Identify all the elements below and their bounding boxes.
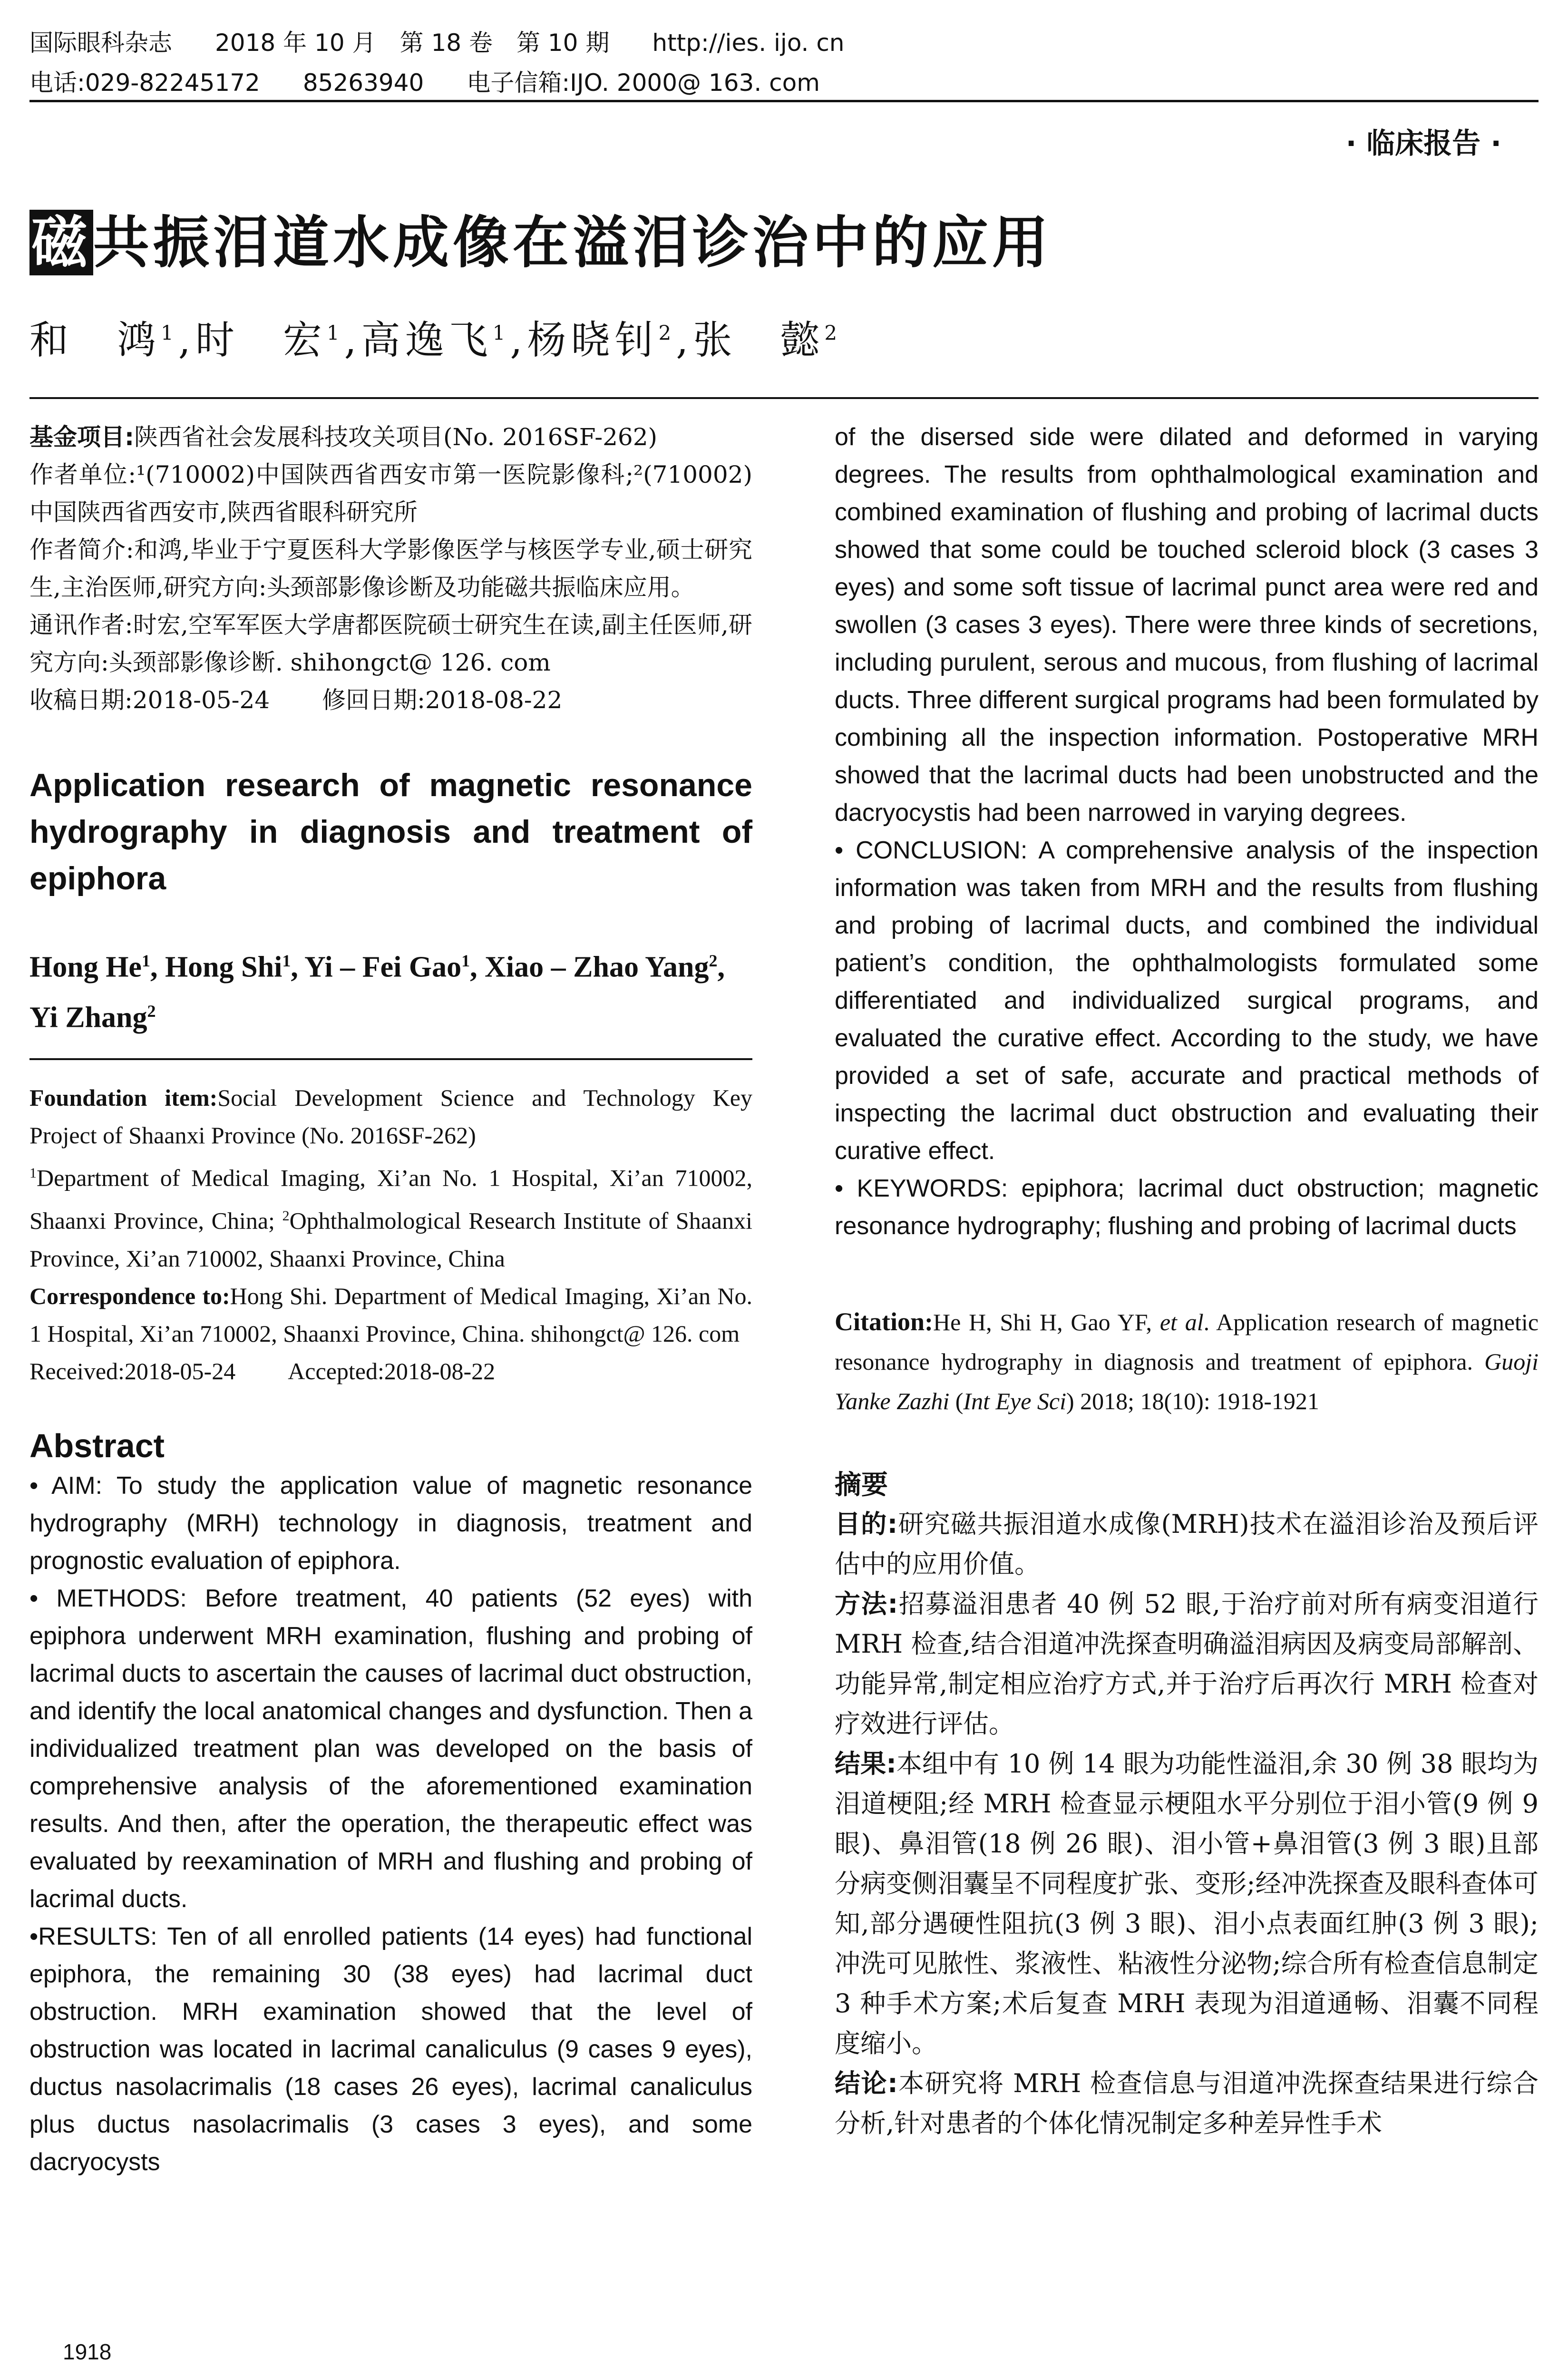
abstract-conclusion: • CONCLUSION: A comprehensive analysis of the inspection information was taken from MRH and the results from flushing and probing of lacrimal ducts, and combined the individual patient’s condition, the ophthalmologists formulated some differentiated and individualized surgical programs, and evaluated the curative effect. According to the study, we have provided a set of safe, accurate and practical methods of inspecting the lacrimal duct obstruction and evaluating their curative effect.: [835, 837, 1539, 1165]
journal-email: 电子信箱:IJO. 2000@ 163. com: [467, 69, 820, 97]
cn-dates: 收稿日期:2018-05-24 修回日期:2018-08-22: [29, 686, 563, 714]
en-dates: Received:2018-05-24 Accepted:2018-08-22: [29, 1357, 496, 1384]
author-cn: 时 宏: [195, 318, 327, 363]
cn-unit: 作者单位:¹(710002)中国陕西省西安市第一医院影像科;²(710002)中国陕西省西安市,陕西省眼科研究所: [29, 461, 752, 526]
author-sup: 1: [326, 321, 344, 345]
author-cn: 高逸飞: [361, 318, 493, 363]
abstract-cn-conclusion: 结论:本研究将 MRH 检查信息与泪道冲洗探查结果进行综合分析,针对患者的个体化情况制定多种差异性手术: [835, 2068, 1539, 2138]
author-sup: 1: [492, 321, 510, 345]
journal-header-line2: [29, 64, 863, 98]
cn-bio: 作者简介:和鸿,毕业于宁夏医科大学影像医学与核医学专业,硕士研究生,主治医师,研究方向:头颈部影像诊断及功能磁共振临床应用。: [29, 536, 752, 601]
abstract-results-cont: of the disersed side were dilated and deformed in varying degrees. The results from ophthalmological examination and combined examination of flushing and probing of lacrimal ducts showed that some could be touched scleroid block (3 cases 3 eyes) and some soft tissue of lacrimal punct area were red and swollen (3 cases 3 eyes). There were three kinds of secretions, including purulent, serous and mucous, from flushing of lacrimal ducts. Three different surgical programs had been formulated by combining all the inspection information. Postoperative MRH showed that the lacrimal ducts had been unobstructed and the dacryocystis had been narrowed in varying degrees.: [835, 423, 1539, 827]
authors-rule: [29, 1058, 752, 1060]
journal-phone: 电话:029-82245172: [29, 69, 260, 97]
journal-issue: 2018 年 10 月 第 18 卷 第 10 期: [215, 29, 610, 57]
title-rule: [29, 397, 1539, 399]
title-first-char: 磁: [29, 210, 93, 275]
en-correspondence: Correspondence to:Hong Shi. Department of Medical Imaging, Xi’an No. 1 Hospital, Xi’an 710002, Shaanxi Province, China. shihongct@ 126. com: [29, 1282, 752, 1347]
abstract-cn-heading: 摘要: [835, 1470, 888, 1500]
abstract-en-left: [29, 1467, 752, 2181]
cn-metadata: [29, 419, 752, 719]
cn-foundation: 基金项目:陕西省社会发展科技攻关项目(No. 2016SF-262): [29, 423, 658, 451]
authors-en: Hong He$^1$, Hong Shi$^1$, Yi – Fei Gao$^1$, Xiao – Zhao Yang$^2$, Yi Zhang$^2$: [29, 951, 725, 1034]
abstract-cn-aim: 目的:研究磁共振泪道水成像(MRH)技术在溢泪诊治及预后评估中的应用价值。: [835, 1509, 1539, 1579]
abstract-heading: Abstract: [29, 1427, 165, 1464]
article-title-en: Application research of magnetic resonance hydrography in diagnosis and treatment of epiphora: [29, 767, 752, 896]
en-foundation: Foundation item:Social Development Science and Technology Key Project of Shaanxi Province (No. 2016SF-262): [29, 1084, 752, 1149]
author-sup: 2: [658, 321, 676, 345]
abstract-en-right: [835, 419, 1539, 1245]
author-cn: 张 懿: [693, 318, 825, 363]
left-column: [29, 419, 752, 2181]
author-cn: 和 鸿: [29, 318, 161, 363]
abstract-aim: • AIM: To study the application value of magnetic resonance hydrography (MRH) technology in diagnosis, treatment and prognostic evaluation of epiphora.: [29, 1471, 752, 1575]
right-column: [835, 419, 1539, 2143]
citation-label: Citation:: [835, 1307, 933, 1336]
author-sup: 2: [824, 321, 842, 345]
en-metadata: [29, 1079, 752, 1390]
author-cn: 杨晓钊: [527, 318, 659, 363]
journal-header-line1: [29, 24, 887, 58]
abstract-keywords: • KEYWORDS: epiphora; lacrimal duct obstruction; magnetic resonance hydrography; flushing and probing of lacrimal ducts: [835, 1175, 1539, 1240]
section-tag: · 临床报告 ·: [1345, 127, 1501, 160]
journal-phone2: 85263940: [302, 69, 424, 97]
article-title-cn: [29, 197, 1052, 278]
abstract-cn: [835, 1504, 1539, 2143]
journal-name: 国际眼科杂志: [29, 29, 172, 57]
citation: Citation:He H, Shi H, Gao YF, et al. Application research of magnetic resonance hydrography in diagnosis and treatment of epiphora. Guoji Yanke Zazhi (Int Eye Sci) 2018; 18(10): 1918-1921: [835, 1307, 1539, 1414]
authors-cn: 和 鸿$^1$,时 宏$^1$,高逸飞$^1$,杨晓钊$^2$,张 懿$^2$: [29, 318, 842, 363]
abstract-methods: • METHODS: Before treatment, 40 patients (52 eyes) with epiphora underwent MRH examination, flushing and probing of lacrimal ducts to ascertain the causes of lacrimal duct obstruction, and identify the local anatomical changes and dysfunction. Then a individualized treatment plan was developed on the basis of comprehensive analysis of the aforementioned examination results. And then, after the operation, the therapeutic effect was evaluated by reexamination of MRH and flushing and probing of lacrimal ducts.: [29, 1584, 752, 1913]
author-sup: 1: [161, 321, 178, 345]
page-number: 1918: [63, 2339, 112, 2364]
cn-correspondence: 通讯作者:时宏,空军军医大学唐都医院硕士研究生在读,副主任医师,研究方向:头颈部影像诊断. shihongct@ 126. com: [29, 611, 752, 676]
title-rest: 共振泪道水成像在溢泪诊治中的应用: [93, 210, 1052, 275]
header-rule: [29, 100, 1539, 102]
en-affiliations: $^1$Department of Medical Imaging, Xi’an No. 1 Hospital, Xi’an 710002, Shaanxi Province, China; $^2$Ophthalmological Research Institute of Shaanxi Province, Xi’an 710002, Shaanxi Province, China: [29, 1164, 752, 1272]
journal-url: http://ies. ijo. cn: [652, 29, 845, 57]
abstract-results: •RESULTS: Ten of all enrolled patients (14 eyes) had functional epiphora, the remaining 30 (38 eyes) had lacrimal duct obstruction. MRH examination showed that the level of obstruction was located in lacrimal canaliculus (9 cases 9 eyes), ductus nasolacrimalis (18 cases 26 eyes), lacrimal canaliculus plus ductus nasolacrimalis (3 cases 3 eyes), and some dacryocysts: [29, 1922, 752, 2176]
abstract-cn-results: 结果:本组中有 10 例 14 眼为功能性溢泪,余 30 例 38 眼均为泪道梗阻;经 MRH 检查显示梗阻水平分别位于泪小管(9 例 9 眼)、鼻泪管(18 例 26 眼)、泪小管+鼻泪管(3 例 3 眼)且部分病变侧泪囊呈不同程度扩张、变形;经冲洗探查及眼科查体可知,部分遇硬性阻抗(3 例 3 眼)、泪小点表面红肿(3 例 3 眼);冲洗可见脓性、浆液性、粘液性分泌物;综合所有检查信息制定 3 种手术方案;术后复查 MRH 表现为泪道通畅、泪囊不同程度缩小。: [835, 1749, 1539, 2058]
abstract-cn-methods: 方法:招募溢泪患者 40 例 52 眼,于治疗前对所有病变泪道行 MRH 检查,结合泪道冲洗探查明确溢泪病因及病变局部解剖、功能异常,制定相应治疗方式,并于治疗后再次行 MRH 检查对疗效进行评估。: [835, 1589, 1539, 1739]
